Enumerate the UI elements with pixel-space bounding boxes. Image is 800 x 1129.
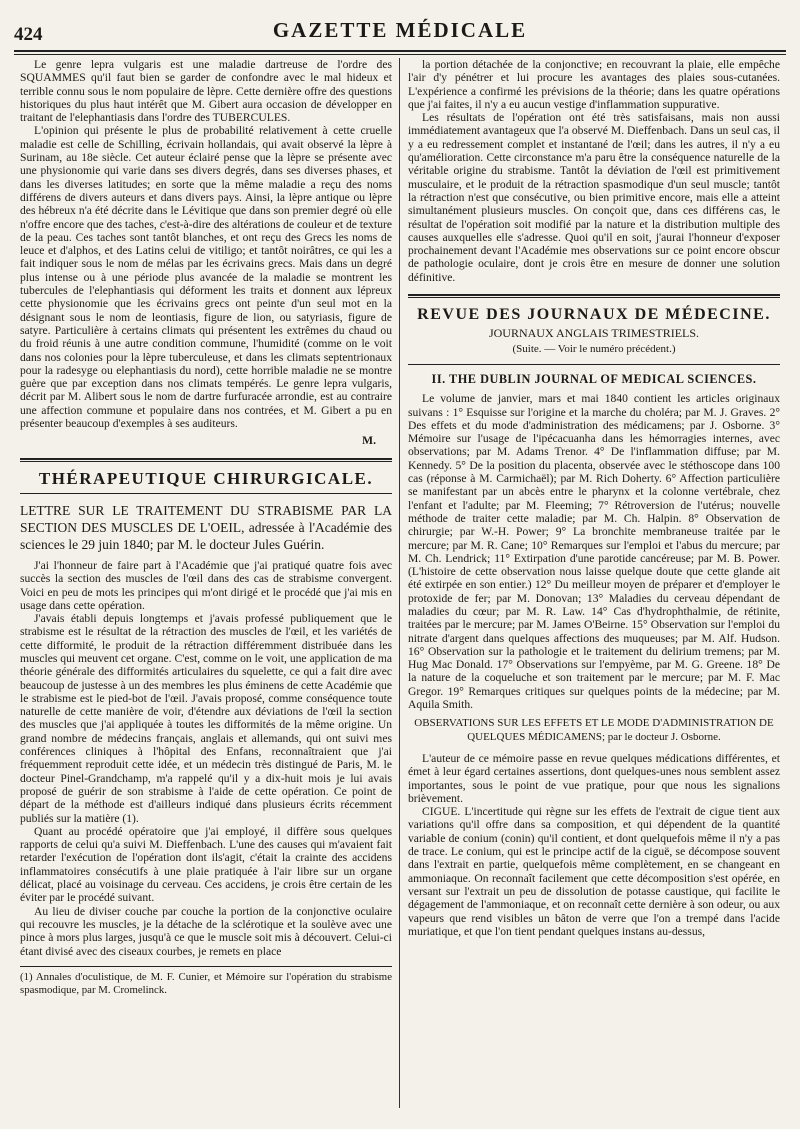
right-column bbox=[408, 58, 780, 1108]
intro-paragraph-1: Le genre lepra vulgaris est une maladie dartreuse de l'ordre des SQUAMMES qu'il faut bien se garder de confondre avec le mal hideux et terrible connu sous le nom populaire de lèpre. Cette dernière offre des questions historiques du plus haut intérêt que M. Gibert aura occasion de développer en traitant de l'elephantiasis dans l'ordre des TUBERCULES. bbox=[20, 58, 392, 125]
section-title-underline bbox=[20, 493, 392, 494]
revue-subtitle: JOURNAUX ANGLAIS TRIMESTRIELS. bbox=[488, 326, 700, 341]
column-divider bbox=[399, 58, 400, 1108]
revue-paragraph: Le volume de janvier, mars et mai 1840 contient les articles originaux suivans : 1° Esquisse sur l'origine et la marche du choléra; par M. J. Graves. 2° Des effets et du mode d'administration des médicamens; par J. Osborne. 3° Mémoire sur l'usage de l'ipécacuanha dans les hémorragies internes, avec observations; par M. Adams Trenor. 4° De l'inflammation diffuse; par M. Kennedy. 5° De la position du placenta, observée avec le stéthoscope dans 100 cas (réponse à M. Carmichaël); par M. Rich Doherty. 6° Affection particulière se manifestant par un abcès entre le pharynx et la colonne vertébrale, chez l'enfant et l'adulte; par M. Fleeming; 7° Rétroversion de l'utérus; nouvelle méthode de traiter cette maladie; par M. Ch. Halpin. 8° Observation de chirurgie; par W.-H. Power; 9° La bronchite membraneuse traitée par le mercure; par M. R. Cane; 10° Remarques sur l'emploi et l'abus du mercure; par M. Ch. Lendrick; 11° Extirpation d'une parotide cancéreuse; par M. B. Power. (L'histoire de cette observation nous laisse quelque doute que cette glande ait été extirpée en son entier.) 12° Du meilleur moyen de préparer et d'employer le protoxide de fer; par M. Donovan; 13° Maladies du cerveau dépendant de maladies du cœur; par M. R. Law. 14° Cas d'hydrophthalmie, de rétinite, traitées par le mercure; par M. James O'Beirne. 15° Observation sur l'emploi du nitrate d'argent dans quelques affections des muqueuses; par M. Alf. Hudson. 16° Observation sur la pathologie et le traitement du delirium tremens; par M. Hug Mac Donald. 17° Observations sur l'empyème, par M. G. Greene. 18° De la nature de la coqueluche et son traitement par le mercure; par M. F. Mac Gregor. 19° Remarques critiques sur quelques points de la médecine; par M. Aquila Smith. bbox=[408, 392, 780, 712]
continuation-paragraph-2: Les résultats de l'opération ont été très satisfaisans, mais non aussi immédiatement avantageux que l'a observé M. Dieffenbach. Dans un seul cas, il y a eu redressement complet et instantané de l'œil; dans les autres, il n'y a eu qu'amélioration. Cette circonstance m'a paru être la conséquence naturelle de la véritable origine du strabisme. Tantôt la déviation de l'œil est primitivement musculaire, et le produit de la rétraction spasmodique d'un seul muscle; tantôt la rétraction n'est que consécutive, ou bien primitive encore, mais elle a atteint simultanément plusieurs muscles. On conçoit que, dans ces différens cas, le résultat de l'opération soit modifié par la nature et la distribution multiple des causes auxquelles elle s'adresse. Quoi qu'il en soit, j'aurai l'honneur d'exposer prochainement devant l'Académie mes observations sur ce point encore obscur de pathologie oculaire, dont je crois être en mesure de donner une solution définitive. bbox=[408, 111, 780, 284]
observations-paragraph-2: CIGUE. L'incertitude qui règne sur les effets de l'extrait de cigue tient aux variations qu'il offre dans sa composition, et qui dépendent de la quantité variable de conium (conin) qu'il contient, et dont quelquefois même il n'y a pas de trace. Le conium, qui est le principe actif de la ciguë, se décompose souvent dans l'extrait en partie, quelquefois même complètement, en se changeant en ammoniaque. On reconnaît facilement que cette décomposition s'est opérée, en versant sur l'extrait un peu de dissolution de potasse caustique, qui facilite le dégagement de l'ammoniaque, et on reconnaît cette dernière à son odeur, ou aux vapeurs que rend visibles un bâton de verre que l'on a trempé dans l'acide muriatique, et que l'on tient pendant quelques instans au-dessus, bbox=[408, 805, 780, 938]
subsection-rule bbox=[408, 364, 780, 365]
lettre-heading: LETTRE SUR LE TRAITEMENT DU STRABISME PAR LA SECTION DES MUSCLES DE L'OEIL, adressée à l'Académie des sciences le 29 juin 1840; par M. le docteur Jules Guérin. bbox=[20, 502, 392, 552]
section-title-therapeutique: THÉRAPEUTIQUE CHIRURGICALE. bbox=[38, 468, 374, 488]
suite-note: (Suite. — Voir le numéro précédent.) bbox=[512, 342, 676, 355]
intro-paragraph-2: L'opinion qui présente le plus de probabilité relativement à cette cruelle maladie est celle de Schilling, écrivain hollandais, qui avait observé la lèpre à Surinam, au 18e siècle. Cet auteur éclairé pense que la lèpre se présente avec une physionomie qui varie dans ses divers degrés, dans ses diverses phases, et dans les diverses latitudes; en sorte que la même maladie a reçu des noms différens de divers auteurs et dans divers pays. Ainsi, la lèpre antique ou lèpre des hébreux n'a été décrite dans le Lévitique que dans son premier degré où elle n'offre encore que des taches, c'est-à-dire des altérations de couleur et de texture de la peau. Ces taches sont tantôt blanches, et ont reçu des Grecs les noms de leuce et d'alphos, et des Latins celui de vitiligo; et tantôt noirâtres, ce qui les a fait indiquer sous le nom de mélas par les écrivains grecs. Mais dans un degré plus intense ou à une période plus avancée de la maladie se montrent les tubercules de l'elephantiasis qui déforment les traits et donnent aux lépreux cette physionomie que les écrivains grecs ont peinte d'un seul mot en la désignant sous le nom de leontiasis, figure de lion, ou satyriasis, figure de satyre. Particulière à certains climats qui présentent les extrêmes du chaud ou du froid réunis à une autre condition commune, l'humidité (comme on le voit dans nos colonies pour la lèpre tuberculeuse, et dans les climats septentrionaux pour la radesyge ou elephantiasis du nord), cette horrible maladie ne se montre guère que par exception dans nos climats tempérés. Le genre lepra vulgaris, décrit par M. Alibert sous le nom de dartre furfuracée arrondie, est au contraire une affection commune et populaire dans nos contrées, et M. Gibert a pu en présenter beaucoup d'exemples à ses auditeurs. bbox=[20, 124, 392, 431]
section-rule-revue bbox=[408, 294, 780, 298]
section-title-revue: REVUE DES JOURNAUX DE MÉDECINE. bbox=[417, 306, 771, 324]
left-column bbox=[20, 58, 392, 1108]
lettre-paragraph-1: J'ai l'honneur de faire part à l'Académie que j'ai pratiqué quatre fois avec succès la section des muscles de l'œil dans des cas de strabisme convergent. Voici en peu de mots les principes qui m'ont dirigé et le procédé que j'ai mis en usage dans cette opération. bbox=[20, 558, 392, 612]
intro-signature: M. bbox=[362, 434, 376, 448]
page-number: 424 bbox=[14, 24, 43, 45]
header-rule bbox=[14, 50, 786, 55]
subsection-title-dublin: II. THE DUBLIN JOURNAL OF MEDICAL SCIENCES. bbox=[431, 371, 757, 386]
journal-title: GAZETTE MÉDICALE bbox=[272, 18, 528, 42]
observations-paragraph-1: L'auteur de ce mémoire passe en revue quelques médications différentes, et émet à leur égard certaines assertions, dont quelques-unes nous semblent assez importantes, sous le point de vue pratique, pour que nous les signalions brièvement. bbox=[408, 751, 780, 805]
footnote: (1) Annales d'oculistique, de M. F. Cunier, et Mémoire sur l'opération du strabisme spasmodique, par M. Cromelinck. bbox=[20, 966, 392, 998]
observations-heading: OBSERVATIONS SUR LES EFFETS ET LE MODE D'ADMINISTRATION DE QUELQUES MÉDICAMENS; par le docteur J. Osborne. bbox=[414, 717, 774, 743]
lettre-paragraph-4: Au lieu de diviser couche par couche la portion de la conjonctive oculaire qui recouvre les muscles, je la détache de la sclérotique et la soulève avec une pince à mors plus larges, jusqu'à ce que le muscle soit mis à découvert. Celui-ci étant divisé avec des ciseaux courbes, je remets en place bbox=[20, 904, 392, 958]
section-rule bbox=[20, 458, 392, 462]
continuation-paragraph-1: la portion détachée de la conjonctive; en recouvrant la plaie, elle empêche l'air d'y pénétrer et lui procure les avantages des plaies sous-cutanées. L'expérience a confirmé les prévisions de la théorie; dans les quatre opérations que j'ai faites, il n'y a eu aucun vestige d'inflammation suppurative. bbox=[408, 58, 780, 111]
lettre-paragraph-2: J'avais établi depuis longtemps et j'avais professé publiquement que le strabisme est le résultat de la rétraction des muscles de l'œil, et les variétés de cette difformité, le produit de la rétraction différemment distribuée dans les muscles qui meuvent cet organe. C'est, comme on le voit, une application de ma théorie générale des difformités articulaires du squelette, ce qui a fait dire avec beaucoup de justesse à un des membres les plus éminens de cette Académie que le strabisme est le pied-bot de l'œil. J'avais proposé, comme conséquence toute naturelle de cette manière de voir, d'étendre aux déviations de l'œil la section des muscles que j'ai appliquée à toutes les difformités de la même origine. Un grand nombre de médecins français, anglais et allemands, qui ont suivi mes conférences cliniques à l'hôpital des Enfans, reconnaîtraient que j'ai fréquemment reproduit cette idée, et un médecin très distingué de Paris, M. le docteur Pinel-Grandchamp, m'a rappelé qu'il y a dix-huit mois je lui avais proposé de guérir de son strabisme à l'aide de cette opération. Ce point de départ de la méthode est d'ailleurs indiqué dans plusieurs écrits récemment publiés sur la matière (1). bbox=[20, 612, 392, 825]
lettre-paragraph-3: Quant au procédé opératoire que j'ai employé, il diffère sous quelques rapports de celui qu'a suivi M. Dieffenbach. L'une des causes qui m'avaient fait retarder l'exécution de l'opération dont ils'agit, c'était la crainte des accidens inflammatoires consécutifs à une plaie pratiquée à l'air libre sur un organe délicat, placé au voisinage du cerveau. Ces accidens, je crois être certain de les éviter par le procédé suivant. bbox=[20, 824, 392, 905]
